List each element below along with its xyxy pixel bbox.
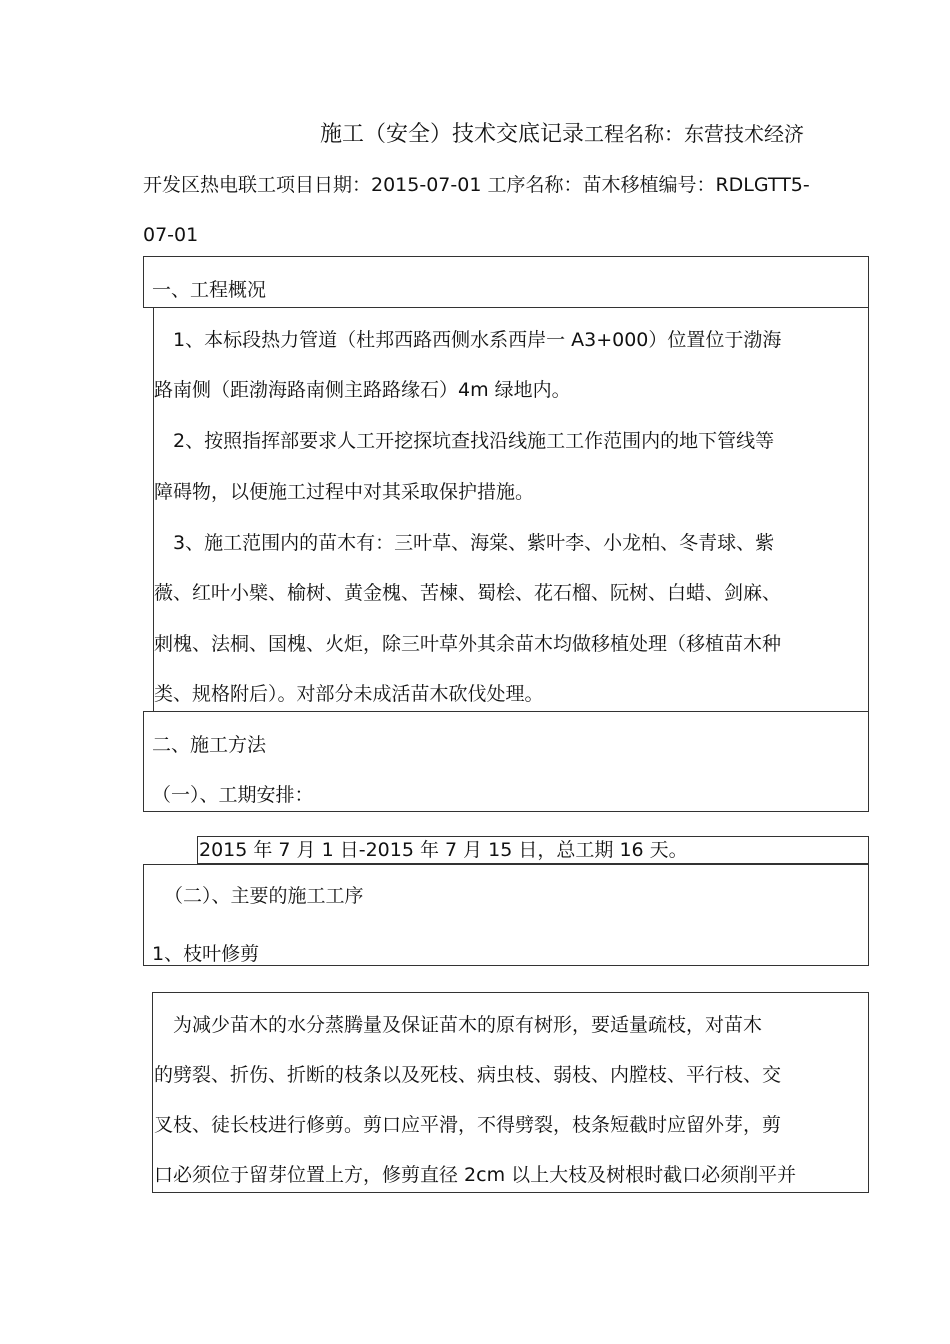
pruning-line: 口必须位于留芽位置上方，修剪直径 2cm 以上大枝及树根时截口必须削平并 <box>154 1164 797 1186</box>
section1-heading: 一、工程概况 <box>152 279 267 301</box>
header-line-3: 07-01 <box>143 224 199 246</box>
section1-line: 路南侧（距渤海路南侧主路路缘石）4m 绿地内。 <box>154 379 571 401</box>
section1-line: 1、本标段热力管道（杜邦西路西侧水系西岸一 A3+000）位置位于渤海 <box>154 329 782 351</box>
pruning-line: 为减少苗木的水分蒸腾量及保证苗木的原有树形，要适量疏枝，对苗木 <box>154 1014 763 1036</box>
project-name-label: 工程名称：东营技术经济 <box>584 122 805 146</box>
section1-line: 薇、红叶小檗、榆树、黄金槐、苦楝、蜀桧、花石榴、阮树、白蜡、剑麻、 <box>154 582 782 604</box>
section1-line: 刺槐、法桐、国槐、火炬，除三叶草外其余苗木均做移植处理（移植苗木种 <box>154 633 782 655</box>
pruning-line: 叉枝、徒长枝进行修剪。剪口应平滑，不得劈裂，枝条短截时应留外芽，剪 <box>154 1114 782 1136</box>
section2-heading: 二、施工方法 <box>152 734 267 756</box>
section1-line: 障碍物，以便施工过程中对其采取保护措施。 <box>154 481 535 503</box>
process-subheading: （二）、主要的施工工序 <box>164 885 364 907</box>
section1-line: 类、规格附后）。对部分未成活苗木砍伐处理。 <box>154 683 544 705</box>
header-line-2: 开发区热电联工项目日期：2015-07-01 工序名称：苗木移植编号：RDLGTT5- <box>143 174 810 196</box>
schedule-subheading: （一）、工期安排： <box>152 784 314 806</box>
document-title: 施工（安全）技术交底记录 <box>320 122 585 147</box>
pruning-item: 1、枝叶修剪 <box>152 943 260 965</box>
pruning-line: 的劈裂、折伤、折断的枝条以及死枝、病虫枝、弱枝、内膛枝、平行枝、交 <box>154 1064 782 1086</box>
schedule-text: 2015 年 7 月 1 日-2015 年 7 月 15 日，总工期 16 天。 <box>199 839 688 861</box>
section1-right-border <box>868 308 869 711</box>
section1-line: 2、按照指挥部要求人工开挖探坑查找沿线施工工作范围内的地下管线等 <box>154 430 775 452</box>
section1-line: 3、施工范围内的苗木有：三叶草、海棠、紫叶李、小龙柏、冬青球、紫 <box>154 532 775 554</box>
header-line-1 <box>320 120 804 149</box>
